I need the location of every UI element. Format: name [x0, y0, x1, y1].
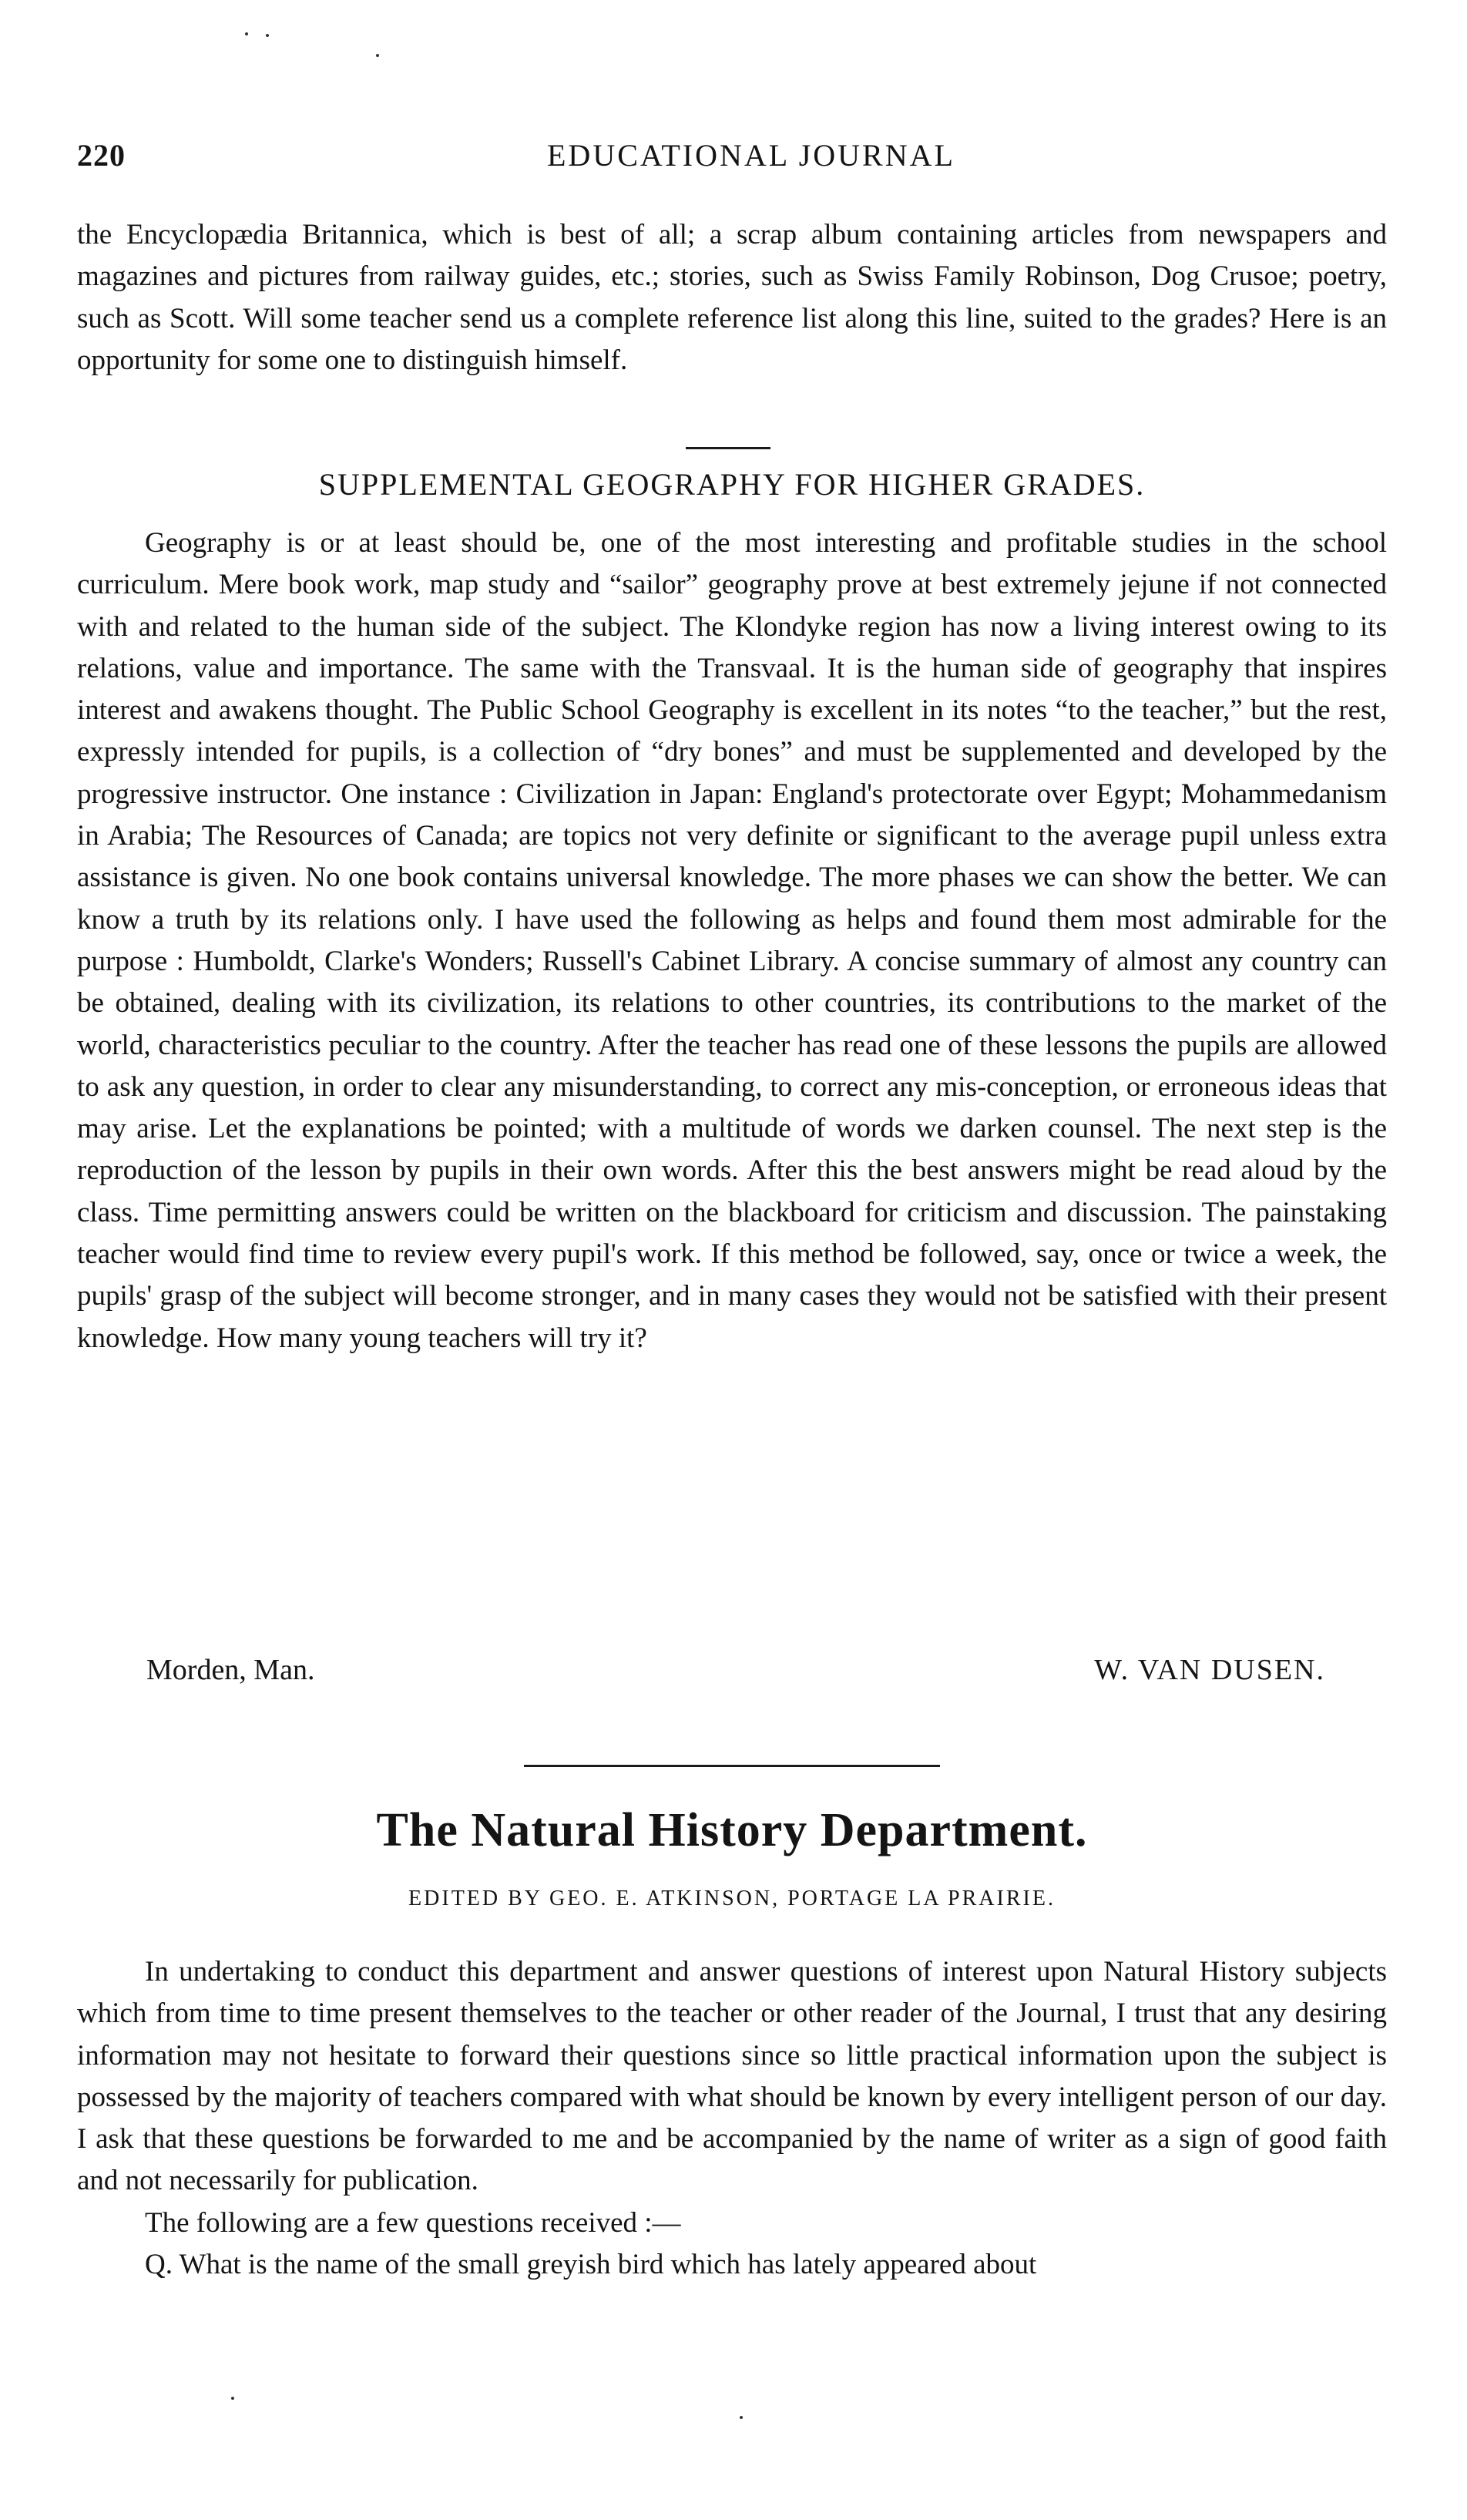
scan-speck [376, 54, 379, 57]
section-divider [686, 447, 770, 449]
signature-place: Morden, Man. [146, 1654, 315, 1686]
department-byline: EDITED BY GEO. E. ATKINSON, PORTAGE LA PRAIRIE. [408, 1887, 1056, 1910]
scan-speck [231, 2397, 234, 2400]
signature-author: W. VAN DUSEN. [1094, 1654, 1325, 1686]
intro-paragraph-block [77, 214, 1387, 381]
page-number: 220 [77, 138, 126, 173]
page-header [77, 137, 1387, 183]
natural-history-paragraph: In undertaking to conduct this department and answer questions of interest upon Natural History subjects which from time to time present themselves to the teacher or other reader of the Journal, I trust that any desiring information may not hesitate to forward their questions since so little practical information upon the subject is possessed by the majority of teachers compared with what should be known by every intelligent person of our day. I ask that these questions be forwarded to me and be accompanied by the name of writer as a sign of good faith and not necessarily for publication. [77, 1956, 1387, 2197]
geography-paragraph-block [77, 522, 1387, 1359]
scan-speck [740, 2416, 743, 2419]
running-head: EDUCATIONAL JOURNAL [547, 138, 955, 173]
department-title: The Natural History Department. [376, 1804, 1088, 1856]
intro-paragraph: the Encyclopædia Britannica, which is best of all; a scrap album containing articles from newspapers and magazines and pictures from railway guides, etc.; stories, such as Swiss Family Robinson, Dog Crusoe; poetry, such as Scott. Will some teacher send us a complete reference list along this line, suited to the grades? Here is an opportunity for some one to distinguish himself. [77, 219, 1387, 376]
scan-speck [266, 34, 269, 37]
geography-paragraph: Geography is or at least should be, one of the most interesting and profitable studies in the school curriculum. Mere book work, map study and “sailor” geography prove at best extremely jejune if not connected with and related to the human side of the subject. The Klondyke region has now a living interest owing to its relations, value and importance. The same with the Transvaal. It is the human side of geography that inspires interest and awakens thought. The Public School Geography is excellent in its notes “to the teacher,” but the rest, expressly intended for pupils, is a collection of “dry bones” and must be supplemented and developed by the progressive instructor. One instance : Civilization in Japan: England's protectorate over Egypt; Mohammedanism in Arabia; The Resources of Canada; are topics not very definite or significant to the average pupil unless extra assistance is given. No one book contains universal knowledge. The more phases we can show the better. We can know a truth by its relations only. I have used the following as helps and found them most admirable for the purpose : Humboldt, Clarke's Wonders; Russell's Cabinet Library. A concise summary of almost any country can be obtained, dealing with its civilization, its relations to other countries, its contributions to the market of the world, characteristics peculiar to the country. After the teacher has read one of these lessons the pupils are allowed to ask any question, in order to clear any misunderstanding, to correct any mis-conception, or erroneous ideas that may arise. Let the explanations be pointed; with a multitude of words we darken counsel. The next step is the reproduction of the lesson by pupils in their own words. After this the best answers might be read aloud by the class. Time permitting answers could be written on the blackboard for criticism and discussion. The painstaking teacher would find time to review every pupil's work. If this method be followed, say, once or twice a week, the pupils' grasp of the subject will become stronger, and in many cases they would not be satisfied with their present knowledge. How many young teachers will try it? [77, 527, 1387, 1354]
scan-speck [245, 32, 248, 35]
section-heading: SUPPLEMENTAL GEOGRAPHY FOR HIGHER GRADES. [318, 467, 1146, 502]
natural-history-text-block [77, 1951, 1387, 2286]
question-item: Q. What is the name of the small greyish bird which has lately appeared about [145, 2249, 1037, 2281]
questions-intro: The following are a few questions received :— [145, 2206, 681, 2239]
department-divider [524, 1765, 940, 1767]
